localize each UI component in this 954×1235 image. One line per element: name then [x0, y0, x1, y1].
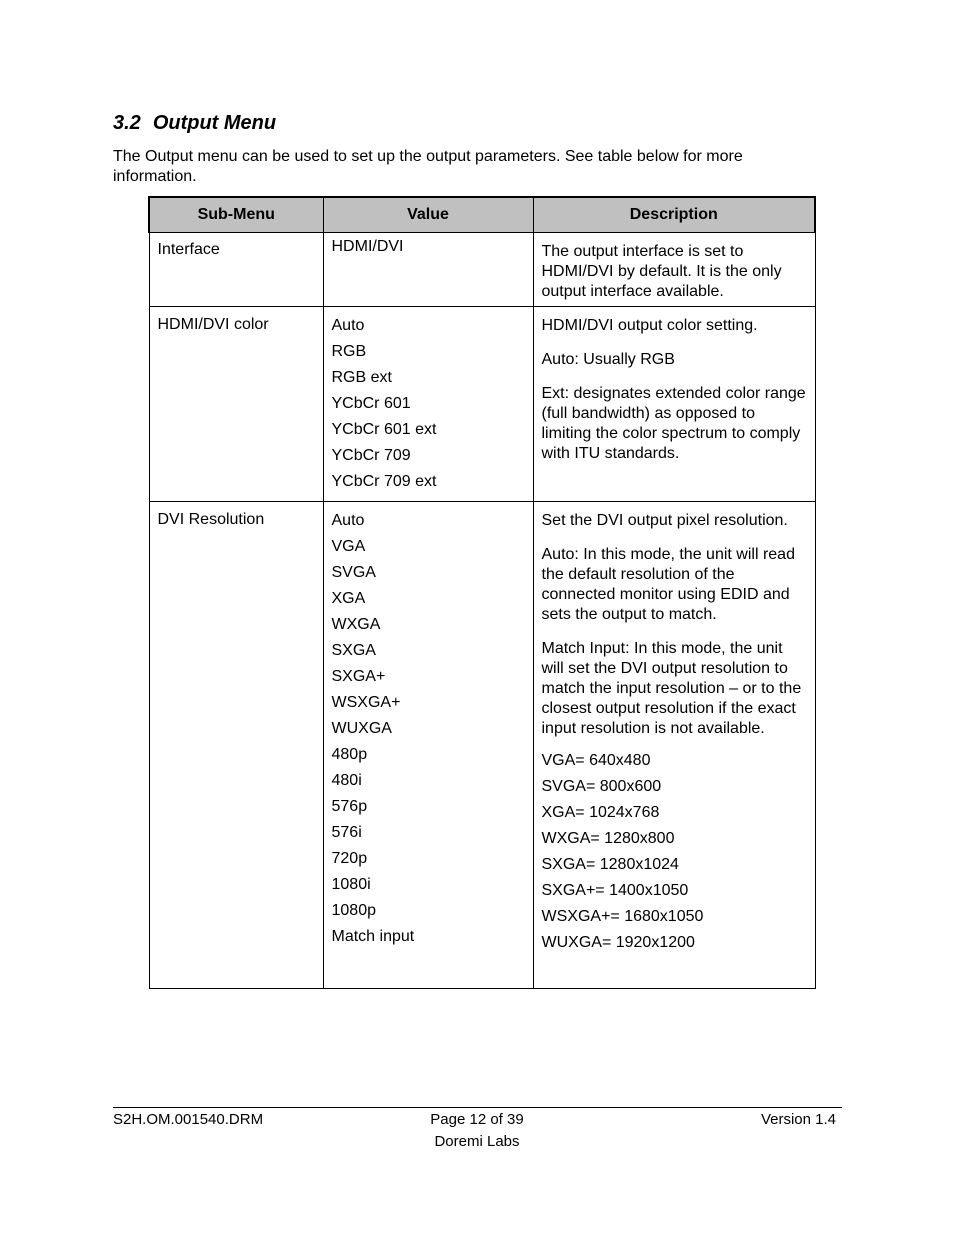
submenu-cell: DVI Resolution: [149, 502, 323, 989]
value-item: 480p: [331, 746, 368, 763]
resolution-item: SXGA= 1280x1024: [541, 856, 679, 873]
value-item: VGA: [331, 538, 366, 555]
description-cell: [533, 307, 815, 502]
resolution-item: WUXGA= 1920x1200: [541, 934, 695, 951]
value-cell: [323, 307, 533, 502]
description-paragraph: HDMI/DVI output color setting.: [541, 317, 758, 334]
resolution-item: SXGA+= 1400x1050: [541, 882, 689, 899]
description-paragraph: Auto: In this mode, the unit will read the default resolution of the connected monitor using EDID and sets the output to match.: [541, 546, 795, 623]
description-paragraph: Ext: designates extended color range (full bandwidth) as opposed to limiting the color spectrum to comply with ITU standards.: [541, 385, 806, 462]
value-item: 1080p: [331, 902, 376, 919]
resolution-item: WXGA= 1280x800: [541, 830, 675, 847]
intro-paragraph: The Output menu can be used to set up the output parameters. See table below for more information.: [113, 148, 743, 185]
value-item: YCbCr 709: [331, 447, 411, 464]
description-cell: [533, 502, 815, 989]
value-item: Auto: [331, 317, 365, 334]
header-value: Value: [323, 197, 533, 233]
value-item: 576p: [331, 798, 368, 815]
value-item: 576i: [331, 824, 362, 841]
value-item: HDMI/DVI: [331, 238, 404, 255]
footer-company: Doremi Labs: [434, 1133, 520, 1150]
section-number: 3.2: [113, 112, 141, 134]
table-row-dvi-resolution: [149, 502, 815, 989]
resolution-item: VGA= 640x480: [541, 752, 651, 769]
value-item: RGB ext: [331, 369, 392, 386]
footer-version: Version 1.4: [760, 1111, 836, 1128]
value-item: 1080i: [331, 876, 371, 893]
value-item: XGA: [331, 590, 366, 607]
header-submenu: Sub-Menu: [149, 197, 323, 233]
table-row-interface: [149, 233, 815, 307]
value-item: WXGA: [331, 616, 381, 633]
description-paragraph: Auto: Usually RGB: [541, 351, 675, 368]
description-cell: [533, 233, 815, 307]
resolution-list: [542, 751, 807, 953]
description-paragraph: The output interface is set to HDMI/DVI by default. It is the only output interface available.: [541, 243, 782, 300]
value-item: Match input: [331, 928, 415, 945]
value-item: 480i: [331, 772, 362, 789]
submenu-cell: Interface: [149, 233, 323, 307]
value-item: SVGA: [331, 564, 376, 581]
value-item: WSXGA+: [331, 694, 401, 711]
footer-page-number: Page 12 of 39: [430, 1111, 524, 1128]
footer-divider: [113, 1107, 842, 1108]
value-cell: [323, 233, 533, 307]
resolution-item: WSXGA+= 1680x1050: [541, 908, 704, 925]
submenu-cell: HDMI/DVI color: [149, 307, 323, 502]
output-menu-table: [148, 196, 816, 989]
footer-doc-id: S2H.OM.001540.DRM: [113, 1111, 264, 1128]
value-item: YCbCr 601 ext: [331, 421, 437, 438]
value-item: RGB: [331, 343, 367, 360]
value-cell: [323, 502, 533, 989]
value-item: WUXGA: [331, 720, 392, 737]
table-row-hdmi-dvi-color: [149, 307, 815, 502]
resolution-item: SVGA= 800x600: [541, 778, 662, 795]
value-item: YCbCr 709 ext: [331, 473, 437, 490]
value-item: YCbCr 601: [331, 395, 411, 412]
value-item: SXGA+: [331, 668, 386, 685]
description-paragraph: Match Input: In this mode, the unit will set the DVI output resolution to match the input resolution – or to the closest output resolution if the exact input resolution is not available.: [541, 640, 802, 737]
table-header-row: [149, 197, 815, 233]
resolution-item: XGA= 1024x768: [541, 804, 660, 821]
section-heading: [113, 112, 276, 135]
value-item: SXGA: [331, 642, 376, 659]
section-title: Output Menu: [152, 112, 277, 134]
description-paragraph: Set the DVI output pixel resolution.: [541, 512, 788, 529]
header-description: Description: [533, 197, 815, 233]
value-item: Auto: [331, 512, 365, 529]
value-item: 720p: [331, 850, 368, 867]
